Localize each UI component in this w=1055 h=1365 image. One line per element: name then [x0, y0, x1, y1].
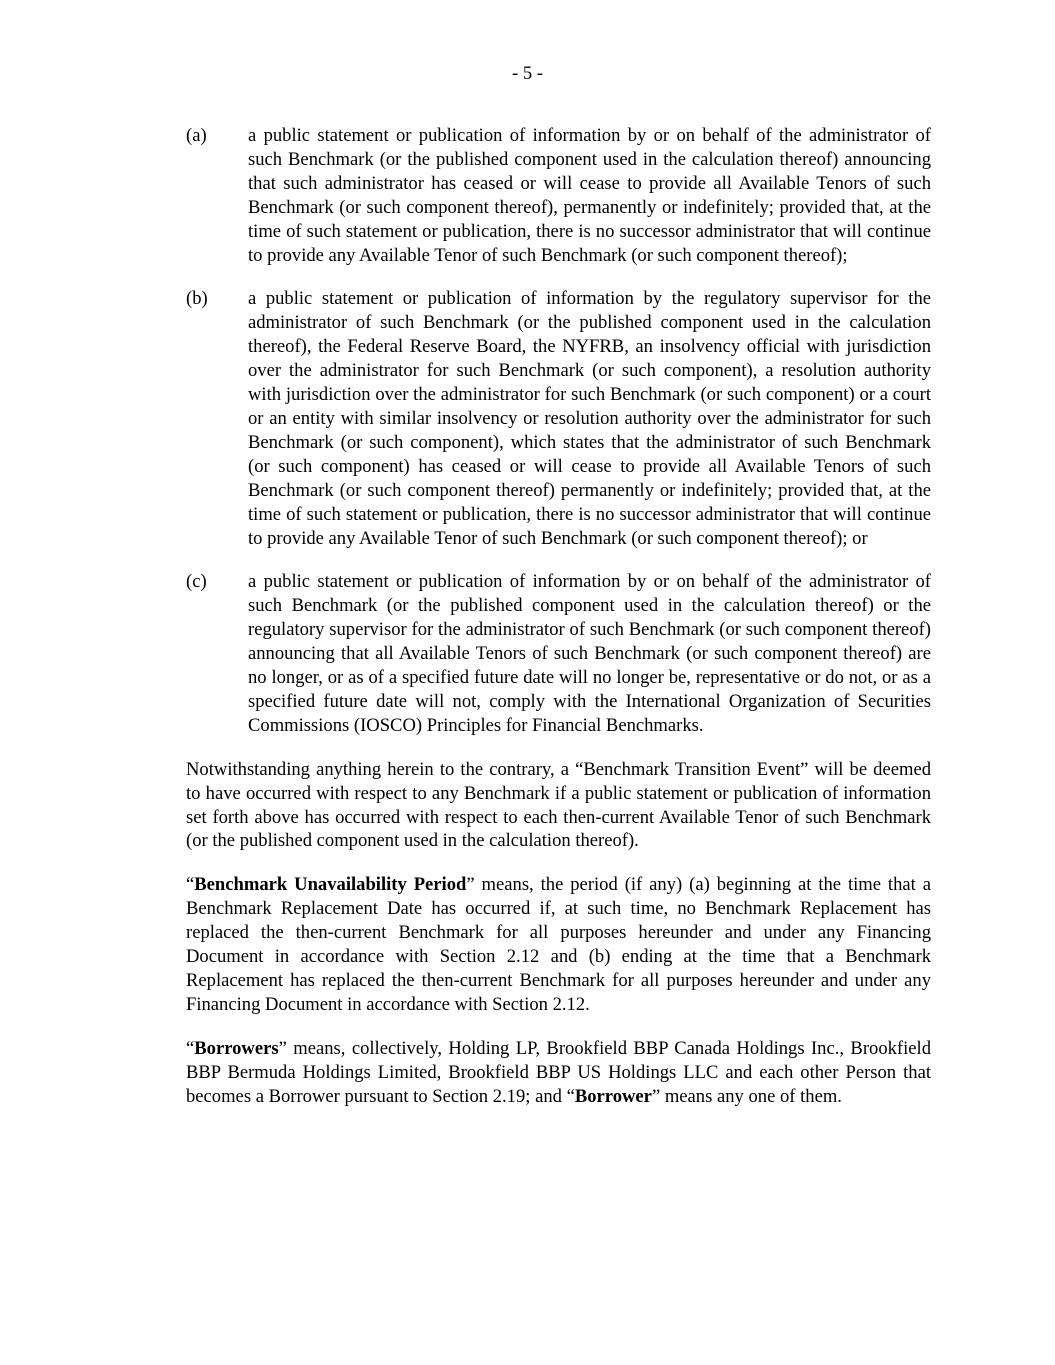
definition-text-end: ” means any one of them. [651, 1085, 842, 1107]
clause-label: (a) [186, 125, 207, 146]
open-quote: “ [186, 1037, 195, 1059]
definition-text: ” means, collectively, Holding LP, Brookfield BBP Canada Holdings Inc., Brookfield BBP Bermuda Holdings Limited, Brookfield BBP US Holdings LLC and each other Person that becomes a Borrower pursuant to Section 2.19; and “ [186, 1037, 931, 1107]
clause-label: (c) [186, 571, 207, 593]
clause-text: a public statement or publication of information by the regulatory supervisor for the administrator of such Benchmark (or the published component used in the calculation thereof), the Federal Reserve Board, the NYFRB, an insolvency official with jurisdiction over the administrator for such Benchmark (or such component), a resolution authority with jurisdiction over the administrator for such Benchmark (or such component) or a court or an entity with similar insolvency or resolution authority over the administrator for such Benchmark (or such component), which states that the administrator of such Benchmark (or such component) has ceased or will cease to provide all Available Tenors of such Benchmark (or such component thereof) permanently or indefinitely; provided that, at the time of such statement or publication, there is no successor administrator that will continue to provide any Available Tenor of such Benchmark (or such component thereof); or [248, 288, 931, 549]
defined-term-singular: Borrower [574, 1085, 652, 1107]
page-number: - 5 - [512, 63, 543, 84]
borrowers-definition [186, 1037, 931, 1109]
defined-term: Borrowers [194, 1037, 279, 1059]
document-body [186, 124, 931, 1129]
defined-term: Benchmark Unavailability Period [194, 874, 467, 896]
clause-text: a public statement or publication of information by or on behalf of the administrator of such Benchmark (or the published component used in the calculation thereof) or the regulatory supervisor for the administrator of such Benchmark (or such component thereof) announcing that all Available Tenors of such Benchmark (or such component thereof) are no longer, or as of a specified future date will no longer be, representative or do not, or as a specified future date will not, comply with the International Organization of Securities Commissions (IOSCO) Principles for Financial Benchmarks. [248, 571, 931, 736]
benchmark-unavailability-definition [186, 873, 931, 1016]
clause-item-c [186, 570, 931, 737]
open-quote: “ [186, 874, 195, 896]
notwithstanding-paragraph: Notwithstanding anything herein to the contrary, a “Benchmark Transition Event” will be deemed to have occurred with respect to any Benchmark if a public statement or publication of information set forth above has occurred with respect to each then-current Available Tenor of such Benchmark (or the published component used in the calculation thereof). [186, 758, 931, 852]
clause-text: a public statement or publication of information by or on behalf of the administrator of such Benchmark (or the published component used in the calculation thereof) announcing that such administrator has ceased or will cease to provide all Available Tenors of such Benchmark (or such component thereof), permanently or indefinitely; provided that, at the time of such statement or publication, there is no successor administrator that will continue to provide any Available Tenor of such Benchmark (or such component thereof); [248, 125, 931, 266]
clause-item-b [186, 287, 931, 550]
clause-label: (b) [186, 288, 208, 310]
definition-text: ” means, the period (if any) (a) beginning at the time that a Benchmark Replacement Date has occurred if, at such time, no Benchmark Replacement has replaced the then-current Benchmark for all purposes hereunder and under any Financing Document in accordance with Section 2.12 and (b) ending at the time that a Benchmark Replacement has replaced the then-current Benchmark for all purposes hereunder and under any Financing Document in accordance with Section 2.12. [186, 874, 931, 1015]
clause-item-a [186, 124, 931, 267]
